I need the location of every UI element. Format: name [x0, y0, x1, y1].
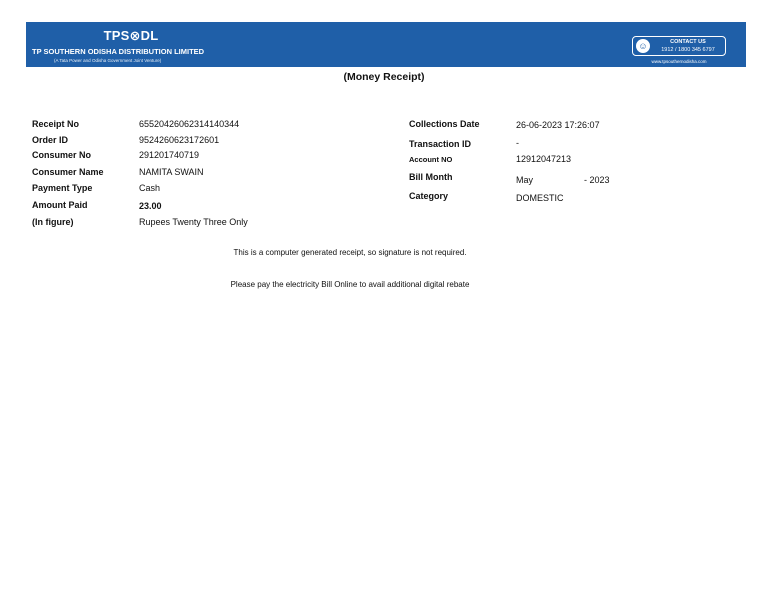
order-id-value: 9524260623172601 — [139, 135, 220, 145]
rebate-note: Please pay the electricity Bill Online to avail additional digital rebate — [230, 280, 470, 289]
consumer-name-value: NAMITA SWAIN — [139, 167, 204, 177]
brand-logo — [26, 22, 236, 67]
transaction-id-value: - — [516, 138, 519, 148]
brand-logo-text: TPS⊗DL — [103, 28, 159, 43]
bill-year-value: - 2023 — [584, 175, 610, 185]
consumer-no-label: Consumer No — [32, 150, 92, 160]
signature-note: This is a computer generated receipt, so signature is not required. — [233, 248, 467, 257]
contact-us-box — [632, 36, 726, 56]
bill-month-value: May — [516, 175, 534, 185]
order-id-label: Order ID — [32, 135, 69, 145]
website-url: www.tpsouthernodisha.com — [651, 59, 707, 64]
amount-paid-value: 23.00 — [139, 201, 162, 211]
consumer-name-label: Consumer Name — [32, 167, 104, 177]
contact-phone: 1912 / 1800 345 6797 — [661, 47, 715, 53]
amount-paid-label: Amount Paid — [32, 200, 88, 210]
receipt-no-label: Receipt No — [32, 119, 80, 129]
payment-type-value: Cash — [139, 183, 161, 193]
amount-in-words-value: Rupees Twenty Three Only — [139, 217, 248, 227]
receipt-title: (Money Receipt) — [343, 71, 425, 83]
bill-month-label: Bill Month — [409, 172, 453, 182]
category-value: DOMESTIC — [516, 193, 564, 203]
collections-date-value: 26-06-2023 17:26:07 — [516, 120, 600, 130]
payment-type-label: Payment Type — [32, 183, 93, 193]
phone-icon: ☺ — [636, 39, 650, 53]
in-figure-label: (In figure) — [32, 217, 74, 227]
transaction-id-label: Transaction ID — [409, 139, 472, 149]
collections-date-label: Collections Date — [409, 119, 480, 129]
account-no-value: 12912047213 — [516, 154, 572, 164]
company-tagline: (A Tata Power and Odisha Government Joint Venture) — [54, 58, 162, 63]
receipt-no-value: 65520426062314140344 — [139, 119, 240, 129]
header-banner — [26, 22, 746, 67]
account-no-label: Account NO — [409, 155, 453, 164]
company-name: TP SOUTHERN ODISHA DISTRIBUTION LIMITED — [32, 47, 205, 56]
contact-title: CONTACT US — [670, 39, 706, 45]
category-label: Category — [409, 191, 449, 201]
consumer-no-value: 291201740719 — [139, 150, 200, 160]
